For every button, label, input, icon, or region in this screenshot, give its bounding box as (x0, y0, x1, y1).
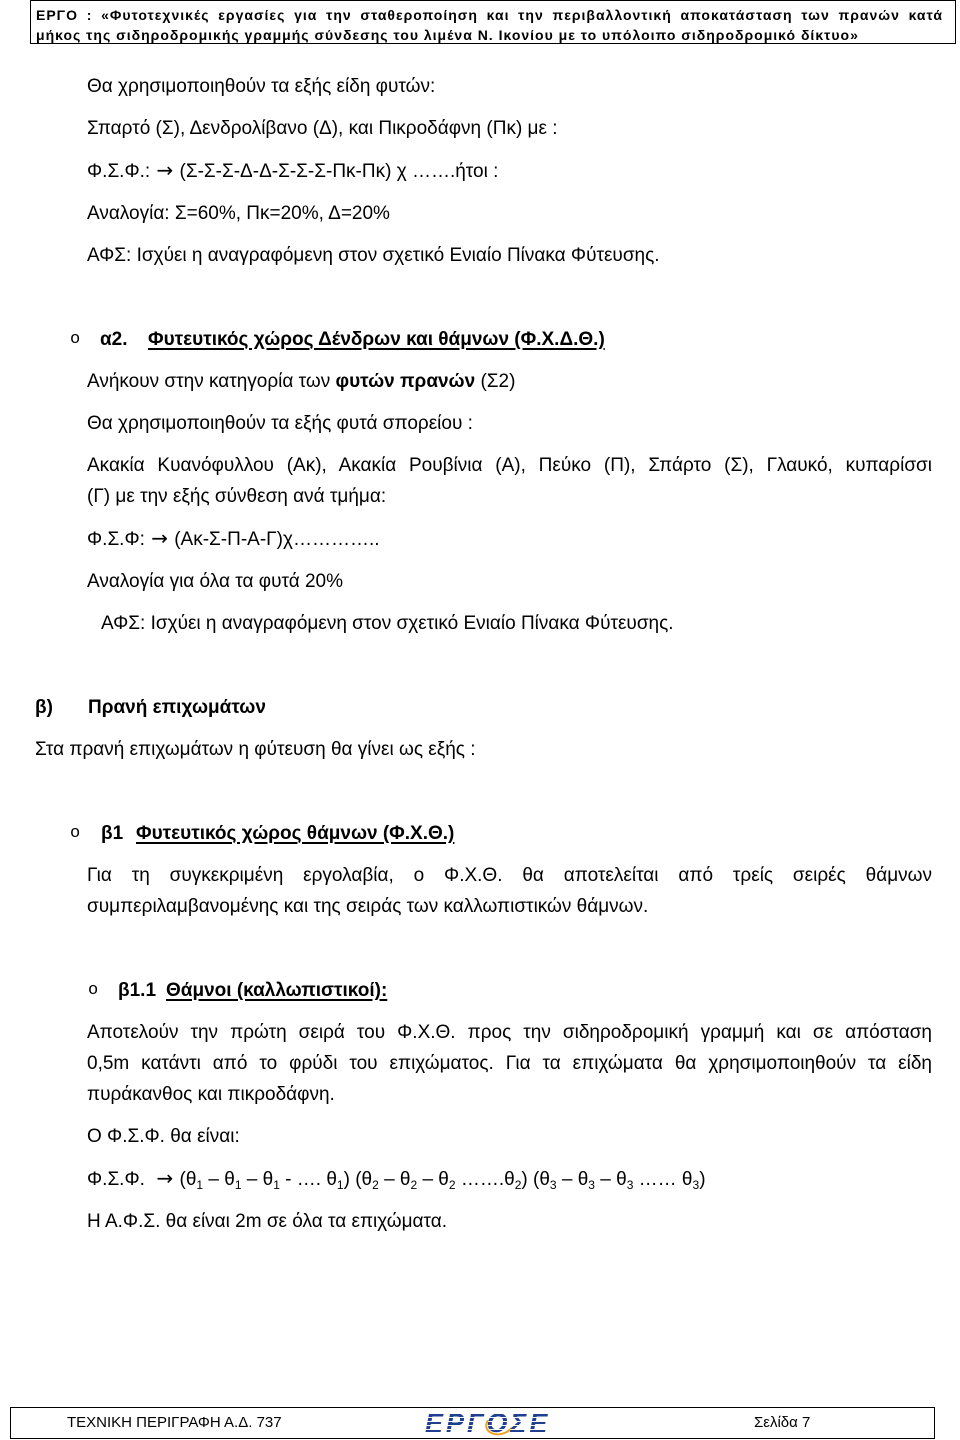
formula-subscript: 3 (692, 1178, 700, 1192)
species-list: Σπαρτό (Σ), Δενδρολίβανο (Δ), και Πικροδάφνη (Πκ) με : (87, 118, 558, 139)
paragraph-line: Ακακία Κυανόφυλλου (Ακ), Ακακία Ρουβίνια (Α), Πεύκο (Π), Σπάρτο (Σ), Γλαυκό, κυπαρίσσι (87, 455, 932, 476)
formula-subscript: 2 (514, 1178, 522, 1192)
formula-term: …….θ (455, 1169, 515, 1190)
formula-term: (θ (349, 1169, 373, 1190)
afs-line: ΑΦΣ: Ισχύει η αναγραφόμενη στον σχετικό Ενιαίο Πίνακα Φύτευσης. (101, 613, 674, 634)
formula-term: – θ (241, 1169, 274, 1190)
fsf-value: (Ακ-Σ-Π-Α-Γ)χ………….. (174, 529, 380, 550)
fsf-formula-line (0, 1163, 960, 1195)
section-number: β) (35, 697, 53, 718)
bullet-icon: o (88, 981, 99, 1000)
b1-paragraph (0, 860, 960, 922)
arrow-right-icon: → (156, 158, 174, 182)
arrow-right-icon: → (151, 526, 168, 550)
formula-subscript: 3 (626, 1178, 634, 1192)
section-title: Φυτευτικός χώρος θάμνων (Φ.Χ.Θ.) (136, 823, 455, 844)
formula-subscript: 1 (336, 1178, 344, 1192)
category-line (0, 366, 960, 397)
formula-subscript: 2 (410, 1178, 418, 1192)
section-b11-heading (0, 975, 960, 1006)
formula-subscript: 1 (234, 1178, 242, 1192)
formula-term: – θ (594, 1169, 627, 1190)
section-title: Φυτευτικός χώρος Δένδρων και θάμνων (Φ.Χ.Δ.Θ.) (148, 329, 605, 350)
formula-expression (180, 1169, 706, 1190)
section-title: Θάμνοι (καλλωπιστικοί): (166, 980, 388, 1001)
plants-intro: Θα χρησιμοποιηθούν τα εξής φυτά σπορείου : (87, 413, 473, 434)
section-intro: Στα πρανή επιχωμάτων η φύτευση θα γίνει ως εξής : (35, 739, 476, 760)
fsf-label: Φ.Σ.Φ.: (87, 161, 151, 182)
plants-paragraph (0, 450, 960, 512)
formula-subscript: 1 (273, 1178, 280, 1192)
fsf-line (0, 155, 960, 187)
section-b-heading (0, 692, 960, 723)
fsf-value: (Σ-Σ-Σ-Δ-Δ-Σ-Σ-Σ-Πκ-Πκ) χ …….ήτοι : (179, 161, 499, 182)
paragraph-line: συμπεριλαμβανομένης και της σειράς των καλλωπιστικών θάμνων. (87, 896, 649, 917)
document-title: ΤΕΧΝΙΚΗ ΠΕΡΙΓΡΑΦΗ Α.Δ. 737 (67, 1414, 282, 1431)
bullet-icon: o (70, 824, 81, 843)
section-a2-heading (0, 324, 960, 355)
afs-line: ΑΦΣ: Ισχύει η αναγραφόμενη στον σχετικό Ενιαίο Πίνακα Φύτευσης. (87, 245, 660, 266)
formula-subscript: 2 (448, 1178, 456, 1192)
species-intro: Θα χρησιμοποιηθούν τα εξής είδη φυτών: (87, 76, 436, 97)
ergose-logo: ΕΡΓΟΣΕ (425, 1408, 551, 1438)
formula-term: – θ (556, 1169, 589, 1190)
category-text: Ανήκουν στην κατηγορία των (87, 371, 331, 392)
section-title: Πρανή επιχωμάτων (88, 697, 266, 718)
formula-term: – θ (378, 1169, 411, 1190)
ratio-line: Αναλογία: Σ=60%, Πκ=20%, Δ=20% (87, 203, 390, 224)
bullet-icon: o (70, 330, 81, 349)
header-project-title-line-2: μήκος της σιδηροδρομικής γραμμής σύνδεσης του λιμένα Ν. Ικονίου με το υπόλοιπο σιδηροδρομικό δίκτυο» (36, 27, 859, 43)
paragraph-line: Αποτελούν την πρώτη σειρά του Φ.Χ.Θ. προς την σιδηροδρομική γραμμή και σε απόσταση (87, 1022, 932, 1043)
formula-term: ) (699, 1169, 706, 1190)
page-footer (10, 1407, 935, 1439)
formula-term: – θ (417, 1169, 449, 1190)
ratio-line: Αναλογία για όλα τα φυτά 20% (87, 571, 343, 592)
section-number: β1 (101, 823, 124, 844)
formula-term: …… θ (633, 1169, 693, 1190)
formula-term: ) (521, 1169, 528, 1190)
category-code: (Σ2) (480, 371, 516, 392)
formula-subscript: 3 (588, 1178, 595, 1192)
formula-term: - …. θ (279, 1169, 337, 1190)
formula-term: – θ (203, 1169, 235, 1190)
section-b1-heading (0, 818, 960, 849)
paragraph-line: πυράκανθος και πικροδάφνη. (87, 1084, 335, 1105)
section-number: β1.1 (118, 980, 157, 1001)
paragraph-line: 0,5m κατάντι από το φρύδι του επιχώματος. Για τα επιχώματα θα χρησιμοποιηθούν τα είδη (87, 1053, 932, 1074)
formula-term: (θ (179, 1169, 197, 1190)
paragraph-line: (Γ) με την εξής σύνθεση ανά τμήμα: (87, 486, 387, 507)
fsf-label: Φ.Σ.Φ: (87, 529, 145, 550)
category-bold-text: φυτών πρανών (335, 371, 476, 392)
page-header (30, 0, 956, 44)
fsf-label: Φ.Σ.Φ. (87, 1169, 145, 1190)
formula-term: ) (343, 1169, 350, 1190)
fsf-line (0, 523, 960, 555)
formula-subscript: 1 (196, 1178, 204, 1192)
page-number: Σελίδα 7 (754, 1414, 811, 1431)
formula-subscript: 3 (549, 1178, 557, 1192)
section-number: α2. (100, 329, 128, 350)
document-body (0, 71, 960, 1248)
header-project-title-line-1: ΕΡΓΟ : «Φυτοτεχνικές εργασίες για την σταθεροποίηση και την περιβαλλοντική αποκατάσταση των πρανών κατά (36, 7, 943, 23)
formula-subscript: 2 (372, 1178, 379, 1192)
paragraph-line: Για τη συγκεκριμένη εργολαβία, ο Φ.Χ.Θ. θα αποτελείται από τρείς σειρές θάμνων (87, 865, 932, 886)
arrow-right-icon: → (156, 1166, 174, 1190)
afs-line: Η Α.Φ.Σ. θα είναι 2m σε όλα τα επιχώματα. (87, 1211, 448, 1232)
fsf-intro: Ο Φ.Σ.Φ. θα είναι: (87, 1126, 240, 1147)
formula-term: (θ (527, 1169, 550, 1190)
b11-paragraph (0, 1017, 960, 1110)
